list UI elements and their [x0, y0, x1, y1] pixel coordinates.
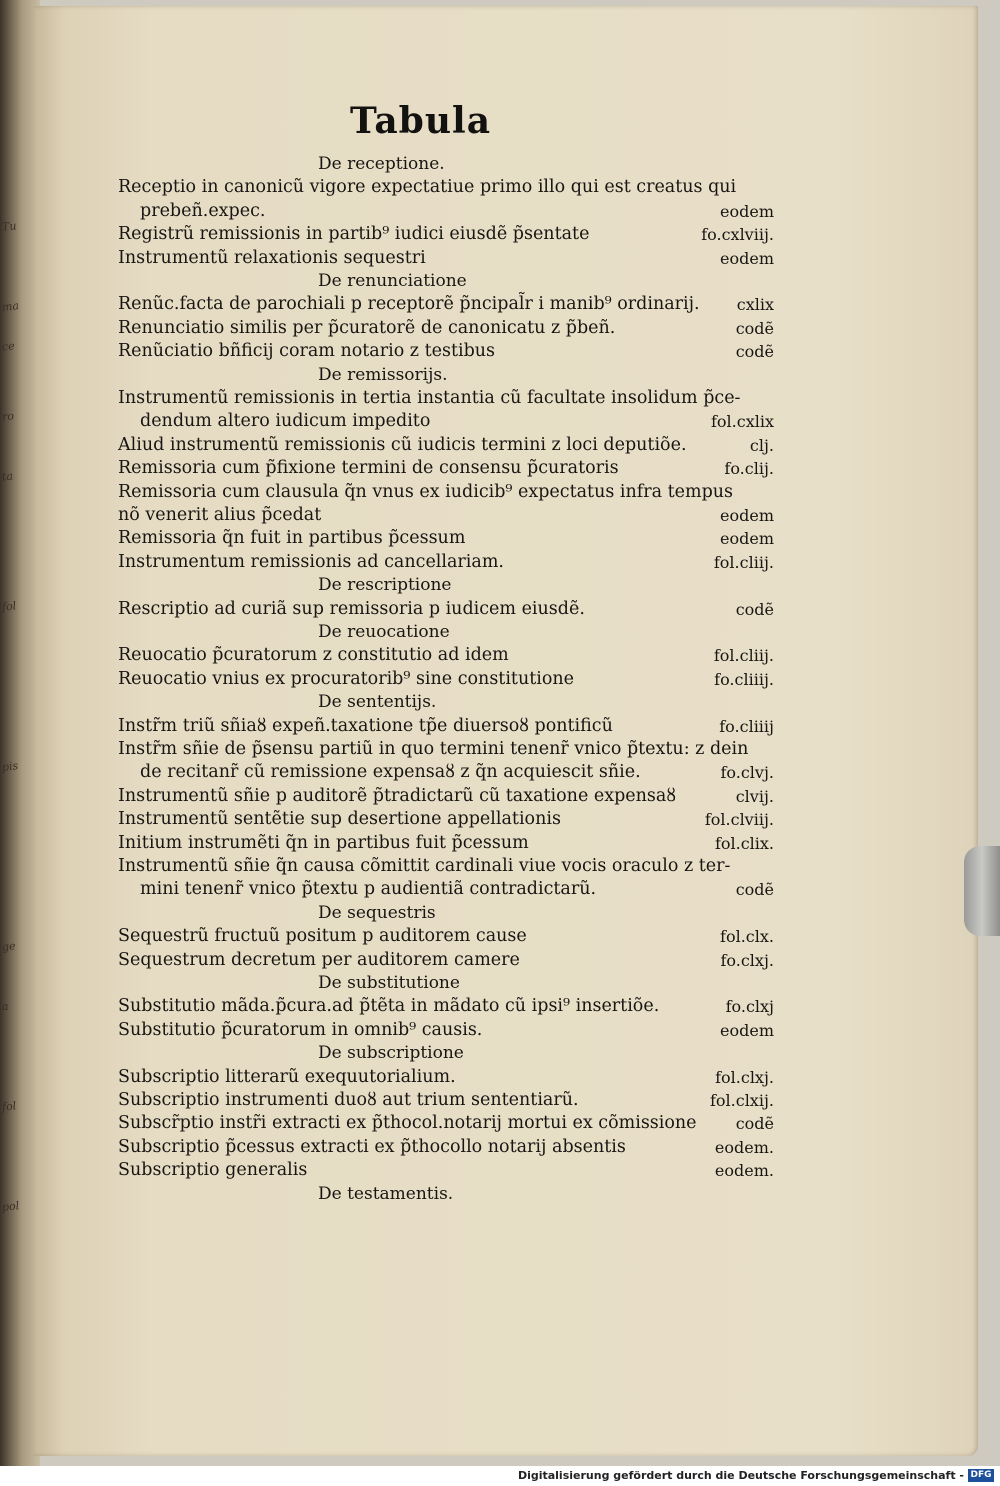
entry-text: dendum altero iudicum impedito	[140, 411, 431, 432]
section-heading: De rescriptione	[318, 575, 452, 596]
entry-text: Renũciatio bñficij coram notario z testibus	[118, 341, 496, 362]
section-heading: De sententijs.	[318, 692, 437, 713]
index-line	[118, 223, 780, 246]
entry-text: Subscriptio litterarũ exequutorialium.	[118, 1066, 456, 1087]
index-line	[118, 785, 780, 808]
entry-text: Rescriptio ad curiã sup remissoria p iudicem eiusdẽ.	[118, 598, 585, 619]
funding-credit: Digitalisierung gefördert durch die Deutsche Forschungsgemeinschaft -	[517, 1469, 964, 1482]
entry-text: prebeñ.expec.	[140, 200, 266, 221]
left-page-fragment: ce	[1, 339, 16, 354]
entry-text: Instrumentũ remissionis in tertia instantia cũ facultate insolidum p̃ce-	[118, 388, 741, 408]
left-page-fragment: ge	[1, 939, 17, 954]
index-line	[118, 551, 780, 574]
page-title: Tabula	[350, 100, 492, 142]
index-line	[118, 1089, 780, 1112]
entry-text: Aliud instrumentũ remissionis cũ iudicis termini z loci deputiõe.	[118, 434, 687, 455]
index-line	[118, 317, 780, 340]
index-line	[118, 1136, 780, 1159]
folio-reference: fo.clvj.	[720, 763, 774, 783]
entry-text: Instrumentũ sñie q̃n causa cõmittit cardinali viue vocis oraculo z ter-	[118, 856, 731, 876]
index-line	[118, 1159, 780, 1182]
index-line	[118, 481, 780, 504]
index-line	[118, 504, 780, 527]
section-heading: De renunciatione	[318, 271, 467, 291]
entry-text: Initium instrumẽti q̃n in partibus fuit p̃cessum	[118, 832, 529, 853]
index-line	[118, 668, 780, 691]
folio-reference: cxlix	[736, 295, 774, 315]
index-line	[118, 434, 780, 457]
entry-text: Subscr̃ptio instr̃i extracti ex p̃thocol.notarij mortui ex cõmissione	[118, 1113, 697, 1134]
folio-reference: fo.clij.	[724, 459, 774, 479]
entry-text: Instrumentum remissionis ad cancellariam.	[118, 551, 504, 572]
folio-reference: fo.clxj.	[720, 950, 774, 970]
folio-reference: eodem	[720, 201, 774, 221]
folio-reference: fo.cliiij	[719, 716, 774, 736]
section-heading: De testamentis.	[318, 1183, 454, 1204]
folio-reference: fol.clxj.	[715, 1067, 774, 1087]
entry-text: Reuocatio p̃curatorum z constitutio ad idem	[118, 645, 509, 666]
index-line	[118, 410, 780, 433]
index-line	[118, 738, 780, 761]
folio-reference: fol.cliij.	[713, 646, 774, 666]
section-heading: De receptione.	[318, 154, 445, 174]
index-line	[118, 715, 780, 738]
folio-reference: eodem.	[714, 1137, 774, 1157]
left-page-fragment: ta	[1, 469, 14, 484]
section-heading: De sequestris	[318, 902, 436, 923]
left-page-fragment: a	[1, 999, 10, 1014]
entry-text: Instr̃m triũ sñiaȣ expeñ.taxatione tp̃e diuersoȣ pontificũ	[118, 715, 613, 736]
folio-reference: fo.cxlviij.	[701, 225, 774, 245]
index-line	[118, 527, 780, 550]
left-page-fragment: Tu	[1, 219, 18, 234]
index-line	[118, 832, 780, 855]
folio-reference: fo.clxj	[725, 997, 774, 1017]
index-line	[118, 995, 780, 1018]
entry-text: Subscriptio p̃cessus extracti ex p̃thocollo notarij absentis	[118, 1136, 626, 1157]
left-page-fragment: ma	[1, 299, 20, 314]
entry-text: nõ venerit alius p̃cedat	[118, 505, 322, 525]
index-line	[118, 176, 780, 199]
left-page-fragment: pis	[1, 759, 19, 774]
left-page-fragment: ro	[1, 409, 15, 424]
entry-text: Instrumentũ relaxationis sequestri	[118, 247, 426, 268]
entry-text: Renunciatio similis per p̃curatorẽ de canonicatu z p̃beñ.	[118, 317, 616, 338]
section-heading: De subscriptione	[318, 1043, 464, 1064]
folio-reference: fol.clix.	[714, 833, 774, 853]
entry-text: Renũc.facta de parochiali p receptorẽ p̃ncipal̃r i manib⁹ ordinarij.	[118, 294, 700, 315]
entry-text: Subscriptio generalis	[118, 1160, 308, 1181]
folio-reference: eodem.	[714, 1161, 774, 1181]
folio-reference: fo.cliiij.	[714, 669, 774, 689]
index-line	[118, 878, 780, 901]
index-line	[118, 644, 780, 667]
entry-text: Reuocatio vnius ex procuratorib⁹ sine constitutione	[118, 668, 575, 689]
folio-reference: codẽ	[735, 342, 774, 362]
entry-text: Remissoria cum p̃fixione termini de consensu p̃curatoris	[118, 458, 619, 479]
index-line	[118, 1019, 780, 1042]
folio-reference: codẽ	[735, 599, 774, 619]
folio-reference: eodem	[720, 1020, 774, 1040]
entry-text: Instrumentũ sñie p auditorẽ p̃tradictarũ cũ taxatione expensaȣ	[118, 785, 677, 806]
index-line	[118, 598, 780, 621]
index-line	[118, 949, 780, 972]
folio-reference: fol.cxlix	[711, 412, 774, 432]
entry-text: Instrumentũ sentẽtie sup desertione appellationis	[118, 809, 561, 830]
folio-reference: fol.clviij.	[704, 810, 774, 830]
folio-reference: eodem	[720, 506, 774, 525]
index-line	[118, 293, 780, 316]
folio-reference: codẽ	[735, 1114, 774, 1134]
index-line	[118, 247, 780, 270]
left-page-fragment: pol	[1, 1199, 20, 1214]
folio-reference: fol.clxij.	[709, 1091, 774, 1110]
entry-text: Receptio in canonicũ vigore expectatiue primo illo qui est creatus qui	[118, 177, 737, 198]
folio-reference: fol.clx.	[720, 927, 774, 947]
index-line	[118, 387, 780, 410]
entry-text: Registrũ remissionis in partib⁹ iudici eiusdẽ p̃sentate	[118, 224, 590, 245]
entry-text: mini tenenr̃ vnico p̃textu p audientiã contradictarũ.	[140, 879, 597, 900]
section-heading: De substitutione	[318, 973, 460, 993]
left-page-fragment: fol	[1, 1099, 17, 1114]
dfg-logo: DFG	[968, 1469, 994, 1482]
folio-reference: codẽ	[735, 318, 774, 338]
entry-text: Substitutio mãda.p̃cura.ad p̃tẽta in mãdato cũ ipsi⁹ insertiõe.	[118, 996, 660, 1017]
index-line	[118, 855, 780, 878]
section-heading: De remissorijs.	[318, 364, 448, 385]
entry-text: de recitanr̃ cũ remissione expensaȣ z q̃n acquiescit sñie.	[140, 762, 641, 783]
index-line	[118, 925, 780, 948]
index-line	[118, 200, 780, 223]
entry-text: Remissoria cum clausula q̃n vnus ex iudicib⁹ expectatus infra tempus	[118, 481, 734, 502]
entry-text: Sequestrũ fructuũ positum p auditorem cause	[118, 926, 527, 947]
index-line	[118, 457, 780, 480]
entry-text: Subscriptio instrumenti duoȣ aut trium sententiarũ.	[118, 1090, 579, 1110]
folio-reference: clvij.	[735, 786, 774, 806]
index-line	[118, 1112, 780, 1135]
folio-reference: codẽ	[735, 880, 774, 900]
entry-text: Remissoria q̃n fuit in partibus p̃cessum	[118, 528, 466, 549]
index-line	[118, 1066, 780, 1089]
folio-reference: fol.cliij.	[713, 552, 774, 572]
entry-text: Instr̃m sñie de p̃sensu partiũ in quo termini tenenr̃ vnico p̃textu: z dein	[118, 739, 749, 759]
entry-text: Sequestrum decretum per auditorem camere	[118, 949, 520, 970]
folio-reference: eodem	[720, 529, 774, 549]
footer-bar	[0, 1466, 1000, 1486]
index-line	[118, 340, 780, 363]
entry-text: Substitutio p̃curatorum in omnib⁹ causis.	[118, 1019, 483, 1040]
page-clip	[964, 846, 1000, 936]
section-heading: De reuocatione	[318, 622, 450, 642]
folio-reference: clj.	[749, 435, 774, 455]
folio-reference: eodem	[720, 248, 774, 268]
index-line	[118, 808, 780, 831]
left-page-fragment: fol	[1, 599, 17, 614]
index-line	[118, 761, 780, 784]
